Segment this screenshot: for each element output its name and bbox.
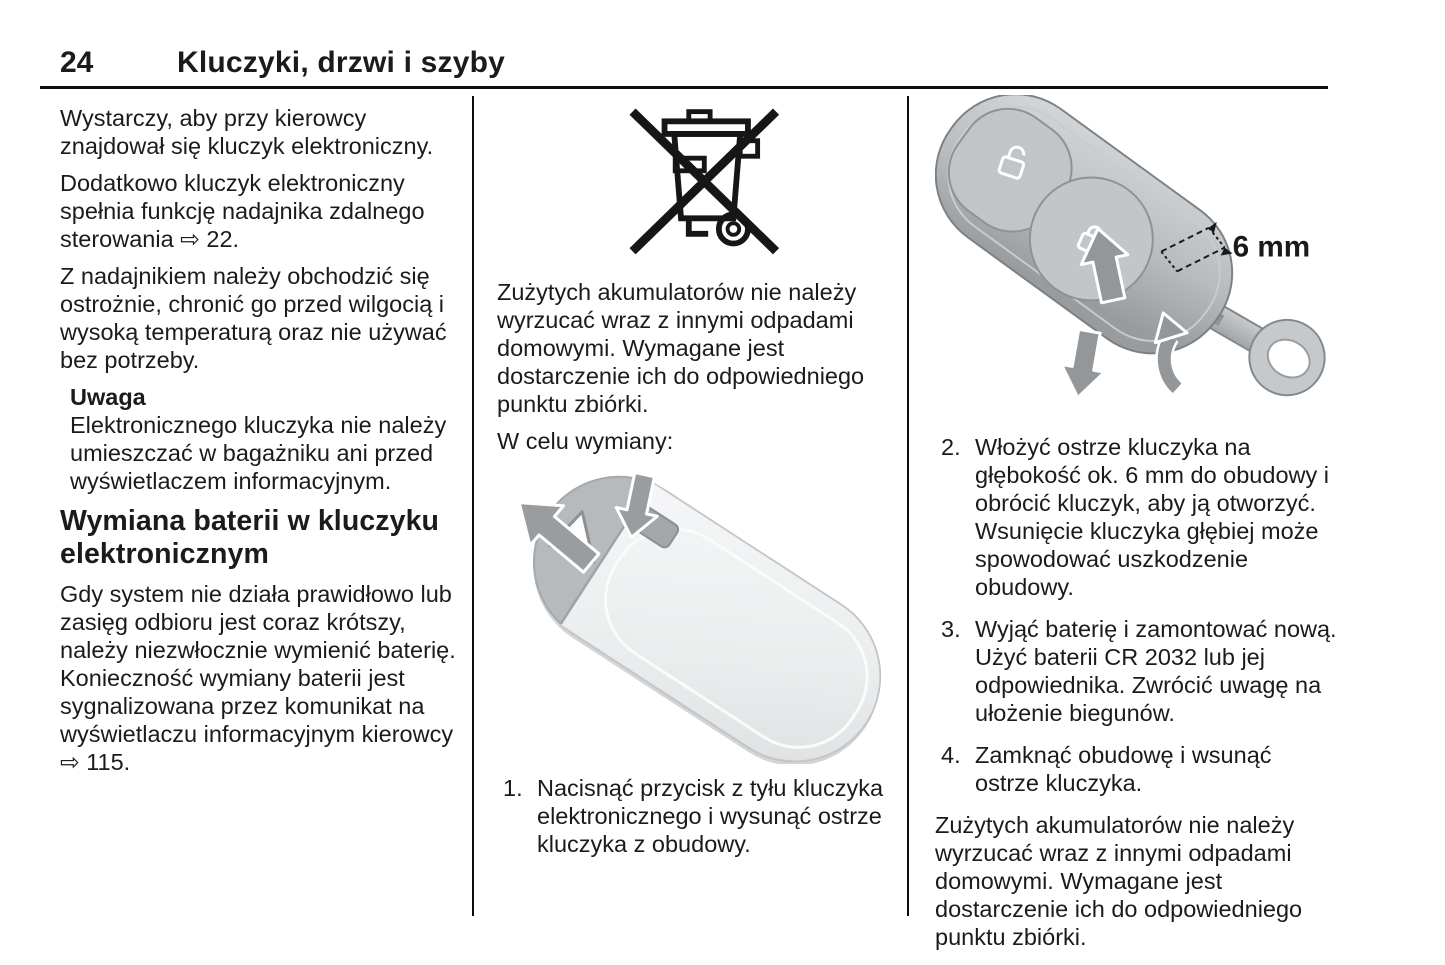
column-divider-right: [907, 96, 909, 916]
right-column: [935, 95, 1337, 960]
paragraph: Z nadajnikiem należy obchodzić się ostrożnie, chronić go przed wilgocią i wysoką temperaturą oraz nie używać bez potrzeby.: [60, 263, 447, 373]
left-column: [60, 104, 460, 785]
chapter-title: Kluczyki, drzwi i szyby: [177, 46, 506, 79]
disposal-paragraph: Zużytych akumulatorów nie należy wyrzucać wraz z innymi odpadami domowymi. Wymagane jest dostarczenie ich do odpowiedniego punktu zbiórki.: [497, 279, 865, 417]
weee-symbol-figure: [613, 100, 783, 260]
steps-list: [497, 774, 899, 858]
step-item: [935, 615, 1337, 727]
steps-list: [935, 433, 1337, 797]
step-item: [935, 741, 1337, 797]
step-text: Wyjąć baterię i zamontować nową. Użyć baterii CR 2032 lub jej odpowiednika. Zwrócić uwagę na ułożenie biegunów.: [975, 616, 1337, 726]
step-text: Nacisnąć przycisk z tyłu kluczyka elektronicznego i wysunąć ostrze kluczyka z obudowy.: [537, 775, 884, 857]
key-back-illustration: [497, 464, 897, 764]
paragraph: Gdy system nie działa prawidłowo lub zasięg odbioru jest coraz krótszy, należy niezwłocznie wymienić baterię. Konieczność wymiany baterii jest sygnalizowana przez komunikat na wyświetlaczu informacyjnym kierowcy ⇨ 115.: [60, 581, 456, 775]
paragraph: Dodatkowo kluczyk elektroniczny spełnia funkcję nadajnika zdalnego sterowania ⇨ 22.: [60, 170, 425, 252]
step-item: [935, 433, 1337, 601]
step-number: 4.: [941, 742, 961, 768]
step-number: 2.: [941, 434, 961, 460]
section-heading: Wymiana baterii w kluczyku elektronicznym: [60, 505, 440, 570]
step-number: 1.: [503, 775, 523, 801]
disposal-paragraph: Zużytych akumulatorów nie należy wyrzucać wraz z innymi odpadami domowymi. Wymagane jest dostarczenie ich do odpowiedniego punktu zbiórki.: [935, 812, 1303, 950]
replacement-intro: W celu wymiany:: [497, 428, 674, 454]
step-text: Zamknąć obudowę i wsunąć ostrze kluczyka.: [975, 742, 1272, 796]
note-body: Elektronicznego kluczyka nie należy umieszczać w bagażniku ani przed wyświetlaczem informacyjnym.: [70, 412, 447, 494]
measurement-label: 6 mm: [1232, 230, 1311, 264]
down-arrow-icon: [1056, 327, 1111, 401]
crossed-out-bin-icon: [613, 100, 783, 260]
column-divider-left: [472, 96, 474, 916]
key-back-figure: [497, 464, 899, 764]
middle-column: [497, 100, 899, 872]
step-number: 3.: [941, 616, 961, 642]
step-item: [497, 774, 899, 858]
note-title: Uwaga: [70, 384, 146, 410]
key-blade-illustration: [935, 95, 1337, 417]
note-block: [70, 383, 460, 495]
key-blade-figure: [935, 95, 1337, 417]
paragraph: Wystarczy, aby przy kierowcy znajdował się kluczyk elektroniczny.: [60, 105, 434, 159]
header-rule: [40, 86, 1328, 89]
step-text: Włożyć ostrze kluczyka na głębokość ok. 6 mm do obudowy i obrócić kluczyk, aby ją otworzyć. Wsunięcie kluczyka głębiej może spowodować uszkodzenie obudowy.: [975, 434, 1329, 600]
page-number: 24: [60, 46, 94, 79]
